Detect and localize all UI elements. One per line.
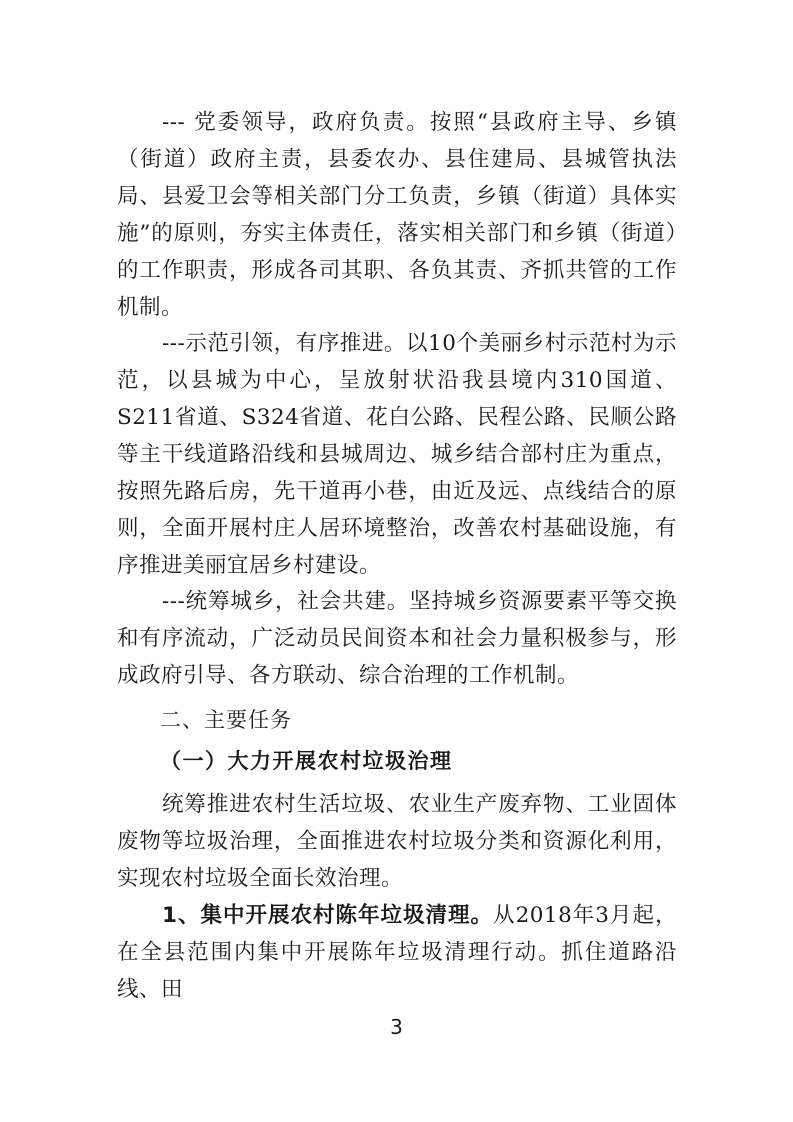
paragraph-lead: 1、集中开展农村陈年垃圾清理。 (162, 903, 494, 928)
paragraph-body: 从2018年3月起，在全县范围内集中开展陈年垃圾清理行动。抓住道路沿线、田 (117, 903, 677, 1002)
paragraph-garbage-governance (117, 786, 677, 897)
paragraph-cleanup (117, 897, 677, 1008)
paragraph-text: ---统筹城乡，社会共建。坚持城乡资源要素平等交换和有序流动，广泛动员民间资本和社会力量积极参与，形成政府引导、各方联动、综合治理的工作机制。 (117, 589, 677, 688)
subsection-heading: （一）大力开展农村垃圾治理 (160, 749, 453, 773)
section-heading: 二、主要任务 (160, 708, 292, 732)
paragraph-demonstration (117, 325, 677, 584)
paragraph-text: ---示范引领，有序推进。以10个美丽乡村示范村为示范，以县城为中心，呈放射状沿我县境内310国道、S211省道、S324省道、花白公路、民程公路、民顺公路等主干线道路沿线和县城周边、城乡结合部村庄为重点，按照先路后房，先干道再小巷，由近及远、点线结合的原则，全面开展村庄人居环境整治，改善农村基础设施，有序推进美丽宜居乡村建设。 (117, 331, 677, 578)
paragraph-text: --- 党委领导，政府负责。按照“县政府主导、乡镇（街道）政府主责，县委农办、县住建局、县城管执法局、县爱卫会等相关部门分工负责，乡镇（街道）具体实施”的原则，夯实主体责任，落实相关部门和乡镇（街道）的工作职责，形成各司其职、各负其责、齐抓共管的工作机制。 (117, 110, 677, 320)
paragraph-text: 统筹推进农村生活垃圾、农业生产废弃物、工业固体废物等垃圾治理，全面推进农村垃圾分类和资源化利用，实现农村垃圾全面长效治理。 (117, 792, 677, 891)
paragraph-urban-rural (117, 583, 677, 694)
paragraph-party-leadership (117, 104, 677, 326)
paragraph-text (117, 897, 677, 1008)
page-number: 3 (390, 1015, 403, 1039)
